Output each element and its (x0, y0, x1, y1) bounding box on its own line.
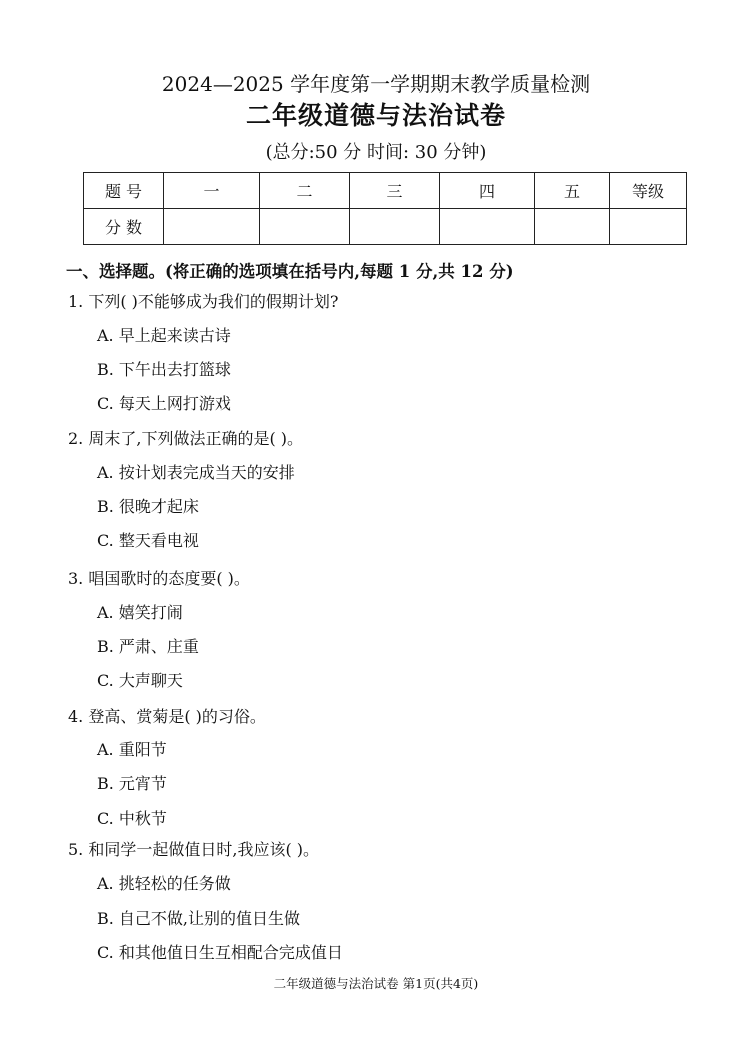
score-table-score-row (84, 209, 687, 245)
question-option: A. 挑轻松的任务做 (97, 874, 231, 893)
score-cell (350, 209, 440, 245)
question-option: B. 严肃、庄重 (97, 637, 199, 656)
question-stem: 2. 周末了,下列做法正确的是( )。 (68, 429, 304, 448)
exam-meta: (总分:50 分 时间: 30 分钟) (265, 142, 487, 163)
question-stem: 4. 登高、赏菊是( )的习俗。 (68, 707, 266, 726)
score-table (83, 172, 687, 245)
question-option: B. 元宵节 (97, 774, 167, 793)
score-cell (164, 209, 260, 245)
table-cell: 五 (535, 173, 610, 209)
question-option: C. 大声聊天 (97, 671, 183, 690)
score-cell (260, 209, 350, 245)
table-cell: 分 数 (84, 209, 164, 245)
table-cell: 等级 (610, 173, 687, 209)
question-option: A. 按计划表完成当天的安排 (97, 463, 295, 482)
score-table-header-row (84, 173, 687, 209)
table-cell: 二 (260, 173, 350, 209)
exam-paper-title: 二年级道德与法治试卷 (245, 101, 506, 130)
question-option: C. 和其他值日生互相配合完成值日 (97, 943, 343, 962)
question-option: A. 嬉笑打闹 (97, 603, 183, 622)
question-option: A. 早上起来读古诗 (97, 326, 231, 345)
exam-session-title: 2024—2025 学年度第一学期期末教学质量检测 (161, 72, 591, 96)
section-heading: 一、选择题。(将正确的选项填在括号内,每题 1 分,共 12 分) (66, 262, 514, 281)
question-option: B. 下午出去打篮球 (97, 360, 231, 379)
page-footer: 二年级道德与法治试卷 第1页(共4页) (273, 976, 479, 991)
question-option: A. 重阳节 (97, 740, 167, 759)
table-cell: 一 (164, 173, 260, 209)
question-option: B. 自己不做,让别的值日生做 (97, 909, 301, 928)
question-stem: 5. 和同学一起做值日时,我应该( )。 (68, 840, 320, 859)
question-option: C. 整天看电视 (97, 531, 199, 550)
table-cell: 题 号 (84, 173, 164, 209)
table-cell: 四 (440, 173, 535, 209)
score-cell (440, 209, 535, 245)
question-stem: 3. 唱国歌时的态度要( )。 (68, 569, 250, 588)
score-cell (535, 209, 610, 245)
question-stem: 1. 下列( )不能够成为我们的假期计划? (68, 292, 339, 311)
score-cell (610, 209, 687, 245)
question-option: C. 中秋节 (97, 809, 167, 828)
table-cell: 三 (350, 173, 440, 209)
question-option: B. 很晚才起床 (97, 497, 199, 516)
question-option: C. 每天上网打游戏 (97, 394, 231, 413)
